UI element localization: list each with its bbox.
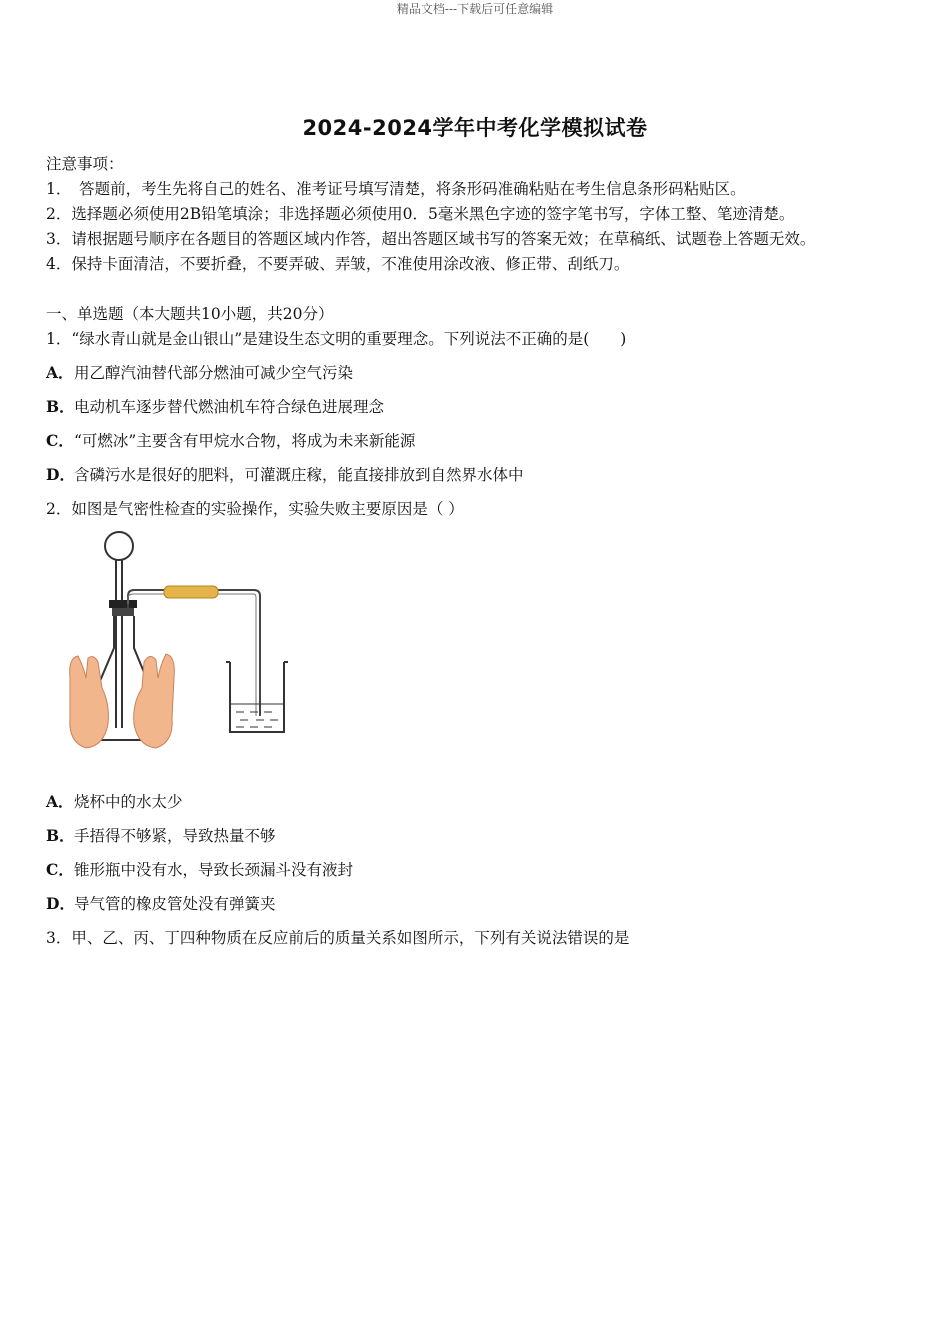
rubber-tube xyxy=(164,586,218,598)
option-letter: B． xyxy=(46,397,75,416)
question-1-option-a xyxy=(46,361,353,383)
section-heading: 一、单选题（本大题共10小题，共20分） xyxy=(46,305,334,323)
question-1-option-d xyxy=(46,463,524,485)
question-2-option-c xyxy=(46,858,353,880)
option-text: 电动机车逐步替代燃油机车符合绿色进展理念 xyxy=(74,398,385,416)
option-text: 导气管的橡皮管处没有弹簧夹 xyxy=(74,895,276,913)
notice-heading: 注意事项： xyxy=(46,155,124,173)
beaker xyxy=(226,662,288,732)
question-2-option-d xyxy=(46,892,276,914)
option-text: 用乙醇汽油替代部分燃油可减少空气污染 xyxy=(74,364,354,382)
option-letter: D． xyxy=(46,465,75,484)
notice-item-1: 1． 答题前，考生先将自己的姓名、准考证号填写清楚，将条形码准确粘贴在考生信息条形码粘贴区。 xyxy=(46,180,746,198)
option-text: “可燃冰”主要含有甲烷水合物，将成为未来新能源 xyxy=(74,432,416,450)
question-3-stem: 3．甲、乙、丙、丁四种物质在反应前后的质量关系如图所示，下列有关说法错误的是 xyxy=(46,929,630,947)
question-2-option-b xyxy=(46,824,276,846)
option-text: 烧杯中的水太少 xyxy=(74,793,183,811)
notice-item-3: 3．请根据题号顺序在各题目的答题区域内作答，超出答题区域书写的答案无效；在草稿纸、试题卷上答题无效。 xyxy=(46,230,816,248)
question-1-stem: 1．“绿水青山就是金山银山”是建设生态文明的重要理念。下列说法不正确的是( ) xyxy=(46,330,627,348)
option-letter: A． xyxy=(46,792,74,811)
option-text: 锥形瓶中没有水，导致长颈漏斗没有液封 xyxy=(74,861,354,879)
option-letter: C． xyxy=(46,860,74,879)
option-letter: A． xyxy=(46,363,74,382)
notice-item-4: 4．保持卡面清洁，不要折叠，不要弄破、弄皱，不准使用涂改液、修正带、刮纸刀。 xyxy=(46,255,630,273)
long-neck-funnel xyxy=(105,532,133,728)
question-1-option-c xyxy=(46,429,415,451)
header-note: 精品文档---下载后可任意编辑 xyxy=(396,2,554,16)
option-text: 手捂得不够紧，导致热量不够 xyxy=(74,827,276,845)
question-1-option-b xyxy=(46,395,384,417)
option-letter: D． xyxy=(46,894,75,913)
question-2-option-a xyxy=(46,790,183,812)
page-title: 2024-2024学年中考化学模拟试卷 xyxy=(302,116,648,140)
airtightness-apparatus-figure xyxy=(64,528,294,754)
question-2-stem: 2．如图是气密性检查的实验操作，实验失败主要原因是（ ） xyxy=(46,500,464,518)
option-letter: B． xyxy=(46,826,75,845)
notice-item-2: 2．选择题必须使用2B铅笔填涂；非选择题必须使用0．5毫米黑色字迹的签字笔书写，字体工整、笔迹清楚。 xyxy=(46,205,795,223)
option-text: 含磷污水是很好的肥料，可灌溉庄稼，能直接排放到自然界水体中 xyxy=(74,466,524,484)
option-letter: C． xyxy=(46,431,74,450)
